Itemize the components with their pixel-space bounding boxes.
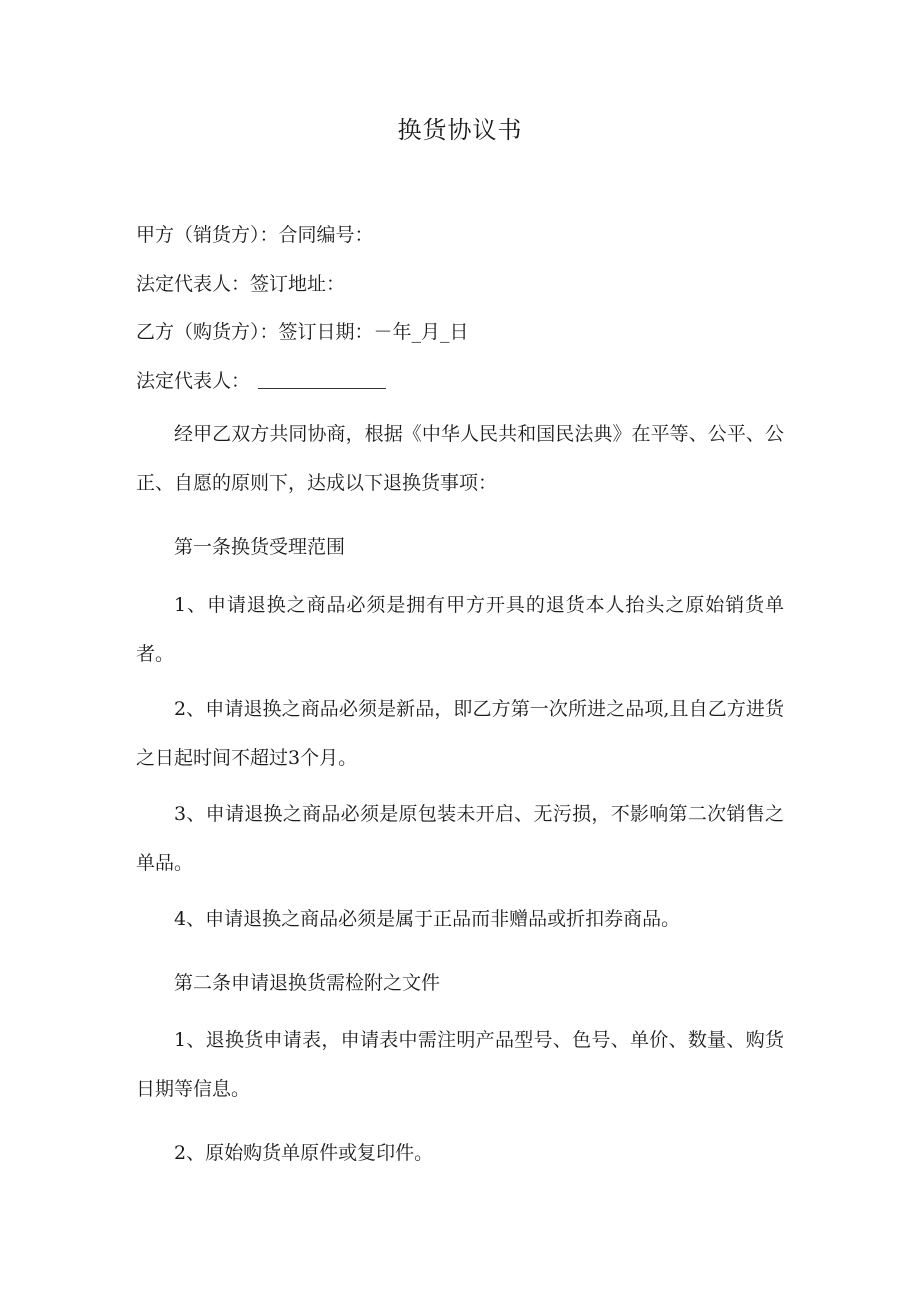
article-2-heading: 第二条申请退换货需检附之文件 [174, 972, 441, 994]
article-1-item-2: 2、申请退换之商品必须是新品，即乙方第一次所进之品项,且自乙方进货之日起时间不超过3个月。 [136, 698, 784, 769]
legal-rep-label: 法定代表人： [136, 370, 251, 392]
article-2-item-1: 1、退换货申请表，申请表中需注明产品型号、色号、单价、数量、购货日期等信息。 [136, 1029, 784, 1100]
document-title: 换货协议书 [397, 116, 523, 144]
legal-rep-line-2 [136, 366, 386, 393]
party-a-line: 甲方（销货方）：合同编号： [136, 224, 374, 246]
legal-rep-line-1: 法定代表人：签订地址： [136, 273, 346, 295]
signature-blank-line [258, 370, 386, 389]
party-b-line: 乙方（购货方）：签订日期：－年_月_日 [136, 321, 469, 343]
article-1-heading: 第一条换货受理范围 [174, 536, 346, 558]
article-2-item-2: 2、原始购货单原件或复印件。 [174, 1142, 434, 1164]
article-1-item-3: 3、申请退换之商品必须是原包装未开启、无污损，不影响第二次销售之单品。 [136, 803, 784, 874]
article-1-item-4: 4、申请退换之商品必须是属于正品而非赠品或折扣券商品。 [174, 908, 681, 930]
article-1-item-1: 1、申请退换之商品必须是拥有甲方开具的退货本人抬头之原始销货单者。 [136, 594, 784, 665]
intro-paragraph: 经甲乙双方共同协商，根据《中华人民共和国民法典》在平等、公平、公正、自愿的原则下，达成以下退换货事项： [136, 423, 784, 494]
